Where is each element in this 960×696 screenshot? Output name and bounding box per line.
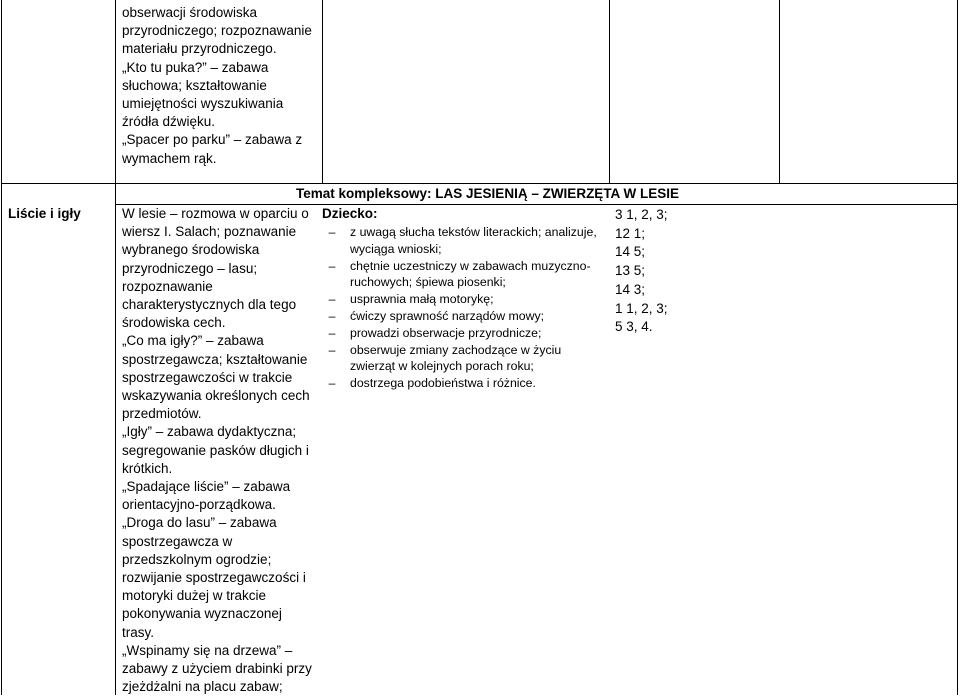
activity-line: W lesie – rozmowa w oparciu o bbox=[122, 206, 309, 221]
activity-line: pokonywania wyznaczonej bbox=[122, 606, 282, 622]
row-divider-top bbox=[1, 183, 958, 184]
table-border-left bbox=[1, 0, 2, 695]
curriculum-references bbox=[615, 206, 668, 337]
curriculum-ref: 1 1, 2, 3; bbox=[615, 300, 668, 316]
goal-item bbox=[322, 224, 597, 258]
curriculum-ref: 12 1; bbox=[615, 225, 646, 241]
goal-text: z uwagą słucha tekstów literackich; analizuje, bbox=[350, 225, 597, 239]
dash-bullet: – bbox=[328, 258, 336, 273]
activity-line: wybranego środowiska bbox=[122, 242, 260, 258]
activity-line: przedszkolnym ogrodzie; bbox=[122, 551, 272, 567]
column-divider-3 bbox=[609, 0, 610, 184]
goal-item bbox=[322, 342, 597, 376]
activity-line: „Wspinamy się na drzewa” – bbox=[122, 642, 293, 658]
dash-bullet: – bbox=[328, 325, 336, 340]
goal-text: obserwuje zmiany zachodzące w życiu bbox=[350, 342, 562, 357]
activity-line: „Co ma igły?” – zabawa bbox=[122, 333, 264, 349]
curriculum-ref: 13 5; bbox=[615, 263, 646, 279]
day-topic: Liście i igły bbox=[8, 206, 81, 221]
activity-line: trasy. bbox=[122, 624, 155, 640]
goal-item bbox=[322, 291, 597, 308]
activity-line: rozpoznawanie bbox=[122, 278, 213, 294]
activity-line: wiersz I. Salach; poznawanie bbox=[122, 224, 297, 240]
activity-line: zabawy z użyciem drabinki przy bbox=[122, 661, 312, 677]
activity-line: rozwijanie spostrzegawczości i bbox=[122, 570, 306, 586]
activity-line: przyrodniczego – lasu; bbox=[122, 260, 258, 276]
goal-text: ćwiczy sprawność narządów mowy; bbox=[350, 308, 545, 323]
goal-text-continued: ruchowych; śpiewa piosenki; bbox=[350, 275, 506, 290]
curriculum-ref: 14 3; bbox=[615, 281, 646, 297]
activity-line: obserwacji środowiska bbox=[122, 5, 258, 20]
theme-title: Temat kompleksowy: LAS JESIENIĄ – ZWIERZĘTA W LESIE bbox=[296, 186, 680, 201]
activity-line: spostrzegawcza; kształtowanie bbox=[122, 351, 308, 367]
child-goals-header: Dziecko: bbox=[322, 206, 378, 221]
dash-bullet: – bbox=[328, 292, 336, 307]
table-border-right bbox=[957, 0, 958, 695]
activity-line: segregowanie pasków długich i bbox=[122, 442, 309, 458]
goal-item bbox=[322, 325, 597, 342]
activity-line: wskazywania określonych cech bbox=[122, 388, 310, 404]
activity-line: umiejętności wyszukiwania bbox=[122, 96, 284, 112]
goal-text: dostrzega podobieństwa i różnice. bbox=[350, 376, 536, 391]
activity-line: przedmiotów. bbox=[122, 406, 202, 422]
activity-line: charakterystycznych dla tego bbox=[122, 297, 297, 313]
activity-line: „Spacer po parku” – zabawa z bbox=[122, 132, 303, 148]
goal-text: chętnie uczestniczy w zabawach muzyczno- bbox=[350, 258, 591, 273]
column-divider-2 bbox=[322, 0, 323, 184]
activity-line: „Droga do lasu” – zabawa bbox=[122, 515, 277, 531]
child-goals-list bbox=[322, 224, 597, 392]
activity-line: wymachem rąk. bbox=[122, 150, 217, 166]
activity-line: „Igły” – zabawa dydaktyczna; bbox=[122, 424, 297, 440]
curriculum-ref: 14 5; bbox=[615, 244, 646, 260]
activity-line: orientacyjno-porządkowa. bbox=[122, 497, 276, 513]
dash-bullet: – bbox=[328, 342, 336, 357]
goal-text: usprawnia małą motorykę; bbox=[350, 292, 494, 307]
activity-line: „Spadające liście” – zabawa bbox=[122, 479, 291, 495]
activity-line: słuchowa; kształtowanie bbox=[122, 77, 267, 93]
column-divider-4 bbox=[779, 0, 780, 184]
goal-text: prowadzi obserwacje przyrodnicze; bbox=[350, 325, 542, 340]
goal-item bbox=[322, 258, 597, 292]
goal-text-continued: zwierząt w kolejnych porach roku; bbox=[350, 359, 534, 374]
activity-line: zjeżdżalni na placu zabaw; bbox=[122, 679, 283, 695]
activity-line: motoryki dużej w trakcie bbox=[122, 588, 267, 604]
curriculum-ref: 3 1, 2, 3; bbox=[615, 207, 668, 222]
activity-line: źródła dźwięku. bbox=[122, 114, 216, 130]
activities-cell bbox=[122, 205, 312, 696]
activity-line: przyrodniczego; rozpoznawanie bbox=[122, 23, 312, 39]
dash-bullet: – bbox=[328, 308, 336, 323]
activity-line: krótkich. bbox=[122, 460, 173, 476]
activity-line: „Kto tu puka?” – zabawa bbox=[122, 59, 269, 75]
activity-line: spostrzegawcza w bbox=[122, 533, 233, 549]
goal-item bbox=[322, 375, 597, 392]
curriculum-ref: 5 3, 4. bbox=[615, 319, 653, 335]
activity-line: spostrzegawczości w trakcie bbox=[122, 369, 293, 385]
column-divider-1 bbox=[115, 0, 116, 695]
activity-line: środowiska cech. bbox=[122, 315, 226, 331]
dash-bullet: – bbox=[328, 376, 336, 391]
dash-bullet: – bbox=[328, 225, 336, 239]
activity-line: materiału przyrodniczego. bbox=[122, 41, 277, 57]
goal-text-continued: wyciąga wnioski; bbox=[350, 241, 442, 256]
previous-activities-cell bbox=[122, 4, 312, 168]
goal-item bbox=[322, 308, 597, 325]
